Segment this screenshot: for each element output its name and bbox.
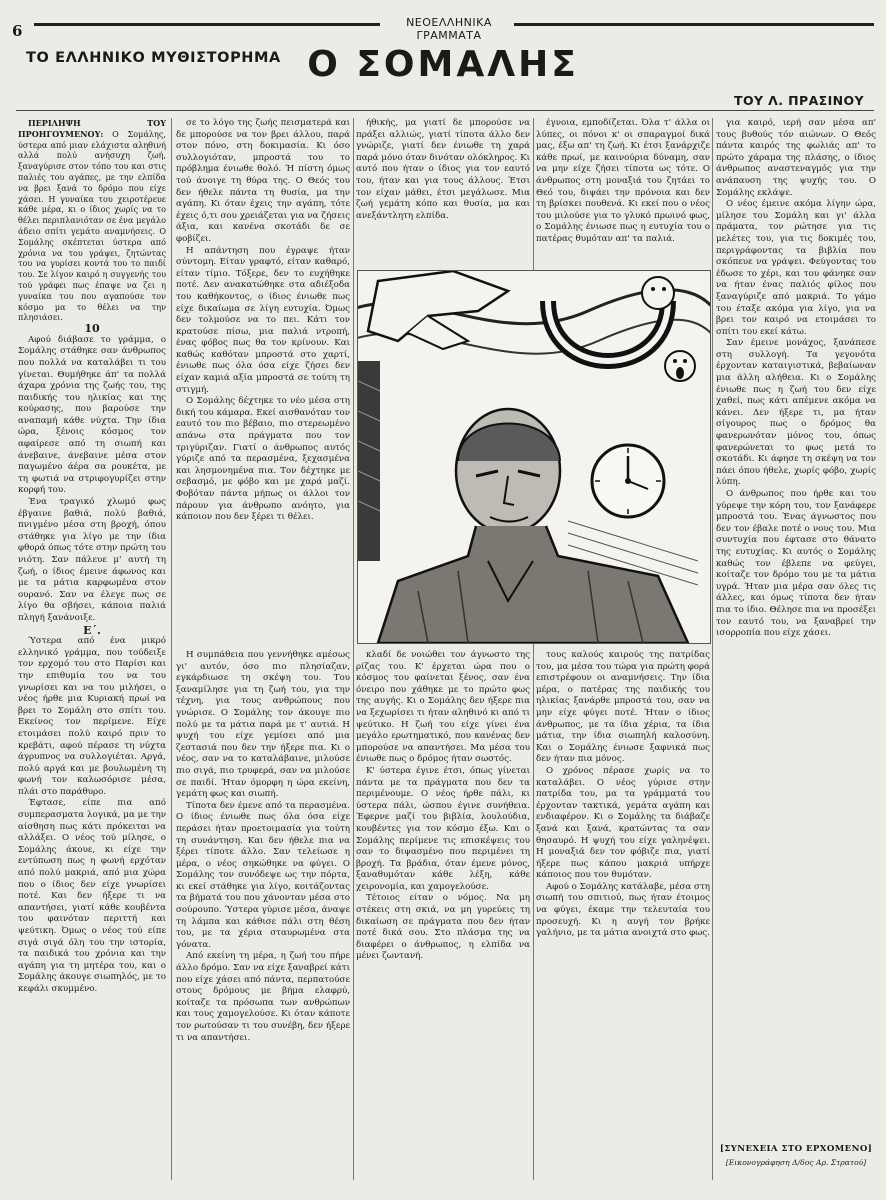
column-5: [716, 118, 876, 1140]
paragraph: Κ' ύστερα έγινε έτσι, όπως γίνεται πάντα με τα πράγματα που δεν τα περιμένουμε. Ο νέος ήρθε πάλι, κι ύστερα πάλι, ώσπου έγινε συνήθεια. Έφερνε μαζί του βιβλία, λουλούδια, κουβέντες για τον κόσμο έξω. Και ο Σομάλης περίμενε τις επισκέψεις του σαν το διψασμένο που περιμένει τη βροχή. Τα βράδια, όταν έμενε μόνος, ξαναθυμόταν κάθε λέξη, κάθε χειρονομία, και χαμογελούσε.: [356, 765, 530, 892]
magazine-title: ΝΕΟΕΛΛΗΝΙΚΑ ΓΡΑΜΜΑΤΑ: [406, 16, 492, 42]
paragraph: Ένα τραγικό χλωμό φως έβγαινε βαθιά, πολύ βαθιά, πνιγμένο μέσα στη βροχή, όπου στάθηκε για λίγο με την ίδια φθορά όπως τότε στην πρώτη του νιότη. Σαν πάλευε μ' αυτή τη ζωή, ο ίδιος έμεινε άφωνος και με τα μάτια καρφωμένα στον ουρανό. Σαν να έλεγε πως σε λίγο θα σβήσει, κάποια παλιά πληγή ξανάνοιξε.: [18, 497, 166, 623]
header-rule-left: [34, 23, 380, 26]
paragraph: Αφού ο Σομάλης κατάλαβε, μέσα στη σιωπή του σπιτιού, πως ήταν έτοιμος να φύγει, έκαμε την τελευταία του προσευχή. Κι η αυγή τον βρήκε γαλήνιο, με τα μάτια ανοιχτά στο φως.: [536, 881, 710, 939]
paragraph: σε το λόγο της ζωής πεισματερά και δε μπορούσε να τον βρει άλλου, παρά στον πόνο, στη δοκιμασία. Κι όσο συλλογιόταν, μπροστά του το πρόβλημα ένιωθε θολό. Ή πίστη όμως τού άνοιγε τη θύρα της. Ο Θεός του δεν ήθελε πάντα τη θυσία, μα την αγάπη. Κι όταν έχεις την αγάπη, τότε έχεις ό,τι σου χρειάζεται για να ζήσεις άξια, και κανένα σκοτάδι δε σε φοβίζει.: [176, 118, 350, 244]
column-1: [18, 118, 166, 1178]
column-2-bottom: [176, 650, 350, 1178]
column-3-bottom: [356, 650, 530, 1178]
column-rule: [712, 118, 713, 1180]
column-3-top: [356, 118, 530, 268]
paragraph: Ο χρόνος πέρασε χωρίς να το καταλάβει. Ο νέος γύρισε στην πατρίδα του, μα τα γράμματά του έρχονταν τακτικά, γεμάτα αγάπη και ενδιαφέρον. Κι ο Σομάλης τα διάβαζε ξανά και ξανά, κρατώντας τα σαν θησαυρό. Η ψυχή του είχε γαληνέψει. Η μοναξιά δεν τον φόβιζε πια, γιατί ήξερε πως κάπου μακριά υπήρχε κάποιος που τον θυμόταν.: [536, 765, 710, 881]
column-4-top: [536, 118, 710, 268]
story-title: Ο ΣΟΜΑΛΗΣ: [307, 44, 579, 85]
paragraph: Αφού διάβασε το γράμμα, ο Σομάλης στάθηκε σαν άνθρωπος που πολλά να καταλάβει τι του γίνεται. Θυμήθηκε άπ' τα πολλά άχαρα χρόνια της ζωής του, της παιδικής του ηλικίας και της κούρασης, που βαρούσε την αναπαμή κάθε νύχτα. Την ίδια ώρα, ξένοις κόσμος τον αφαίρεσε από τη σιωπή και άνεβαινε, άνεβαινε μέσα στον παγωμένο άέρα σα ρουκέτα, με τη φωτιά να στριφογυρίζει στην κορφή του.: [18, 334, 166, 496]
paragraph: Ο άνθρωπος που ήρθε και του γύρεψε την κόρη του, τον ξανάφερε μπροστά του. Ένας άγνωστος που δεν τον έβαλε ποτέ ο νους του. Μια συντυχία που έφτασε στο θάνατο της ευτυχίας. Κι αυτός ο Σομάλης καθώς τον έβλεπε να φεύγει, κοίταζε τον δρόμο του με τα μάτια υγρά. Ήταν μια μέρα σαν όλες τις άλλες, και όμως τίποτα δεν ήταν πια το ίδιο. Θέλησε πια να προσέξει τον εαυτό του, να ξαναβρεί την ισορροπία που είχε χάσει.: [716, 489, 876, 639]
author-byline: ΤΟΥ Λ. ΠΡΑΣΙΝΟΥ: [734, 93, 864, 108]
paragraph: Έφτασε, είπε πια από συμπερασματα λογικά, μα με την αίσθηση πως κάτι πρόκειται να αλλάξει. Ο νέος τού μίλησε, ο Σομάλης άκουε, κι είχε την εντύπωση πως η φωνή ερχόταν από πολύ μακριά, από μια χώρα που ο ίδιος δεν είχε γνωρίσει ποτέ. Και δεν ήξερε τι να απαντήσει, γιατί κάθε κουβέντα του φαινόταν περιττή και ψεύτικη. Όμως ο νέος τού είπε σιγά σιγά όλη του την ιστορία, τα παιδικά του χρόνια και την αγάπη για τη μητέρα του, και ο Σομάλης άκουγε σιωπηλός, με το κεφάλι σκυμμένο.: [18, 798, 166, 994]
story-illustration: [357, 270, 711, 644]
paragraph: Τίποτα δεν έμενε από τα περασμένα. Ο ίδιος ένιωθε πως όλα όσα είχε περάσει ήταν προετοιμασία για τούτη τη συνάντηση. Και δεν ήθελε πια να ξέρει τίποτε άλλο. Σαν τελείωσε η μέρα, ο νέος σηκώθηκε να φύγει. Ο Σομάλης τον συνόδεψε ως την πόρτα, κι εκεί στάθηκε για λίγο, κοιτάζοντας τα βήματά του που χάνονταν μέσα στο σούρουπο. Ύστερα γύρισε μέσα, άναψε τη λάμπα και κάθισε πάλι στη θέση του, με τα χέρια σταυρωμένα στα γόνατα.: [176, 800, 350, 950]
recap-paragraph: [18, 118, 166, 323]
paragraph: Η συμπάθεια που γεννήθηκε αμέσως γι' αυτόν, όσο πιο πλησίαζαν, εγκάρδιωσε τη σκέψη του. Του ξαναμίλησε για τη ζωή του, για την τέχνη, για τους ανθρώπους που γνώρισε. Ο Σομάλης τον άκουγε πιο πολύ με τα μάτια παρά με τ' αυτιά. Η ψυχή του είχε γεμίσει από μια ζεστασιά που δεν την ήξερε πια. Κι ο νέος, σαν να το καταλάβαινε, μιλούσε πιο σιγά, πιο τρυφερά, σαν να μιλούσε σε παιδί. Ήταν όμορφη η ώρα εκείνη, γεμάτη φως και σιωπή.: [176, 650, 350, 800]
recap-label: ΠΕΡΙΛΗΨΗ ΤΟΥ ΠΡΟΗΓΟΥΜΕΝΟΥ:: [18, 118, 166, 139]
column-rule: [171, 118, 172, 1180]
paragraph: Η απάντηση που έγραψε ήταν σύντομη. Είταν γραφτό, είταν καθαρό, είταν τίμιο. Τόξερε, δεν το ευχήθηκε ποτέ. Δεν ανακατώθηκε στα αδιέξοδα του καθήκοντος, ο ίδιος ένιωθε πως είχε δικαίωμα σε λίγη ευτυχία. Όμως δεν τολμούσε να το πει. Κάτι τον κρατούσε πίσω, μια παλιά ντροπή, ένας φόβος πως θα τον κρίνουν. Και καθώς καθόταν μπροστά στο χαρτί, ένιωθε πως όλα όσα είχε ζήσει δεν είχαν καμιά αξία μπροστά σε τούτη τη στιγμή.: [176, 245, 350, 395]
paragraph: Ο Σομάλης δέχτηκε το νέο μέσα στη δική του κάμαρα. Εκεί αισθανόταν τον εαυτό του πιο βέβαιο, πιο στερεωμένο απάνω στα πράγματα που τον τριγύριζαν. Γιατί ο άνθρωπος αυτός γύριζε από τα περασμένα, ξεχασμένα και λησμονημένα πια. Τον δέχτηκε με σεβασμό, με φόβο και με χαρά μαζί. Φοβόταν πάντα μήπως οι άλλοι τον πάρουν για άνθρωπο ανόητο, για κάποιον που δεν ξέρει τι θέλει.: [176, 396, 350, 523]
paragraph: Ύστερα από ένα μικρό ελληνικό γράμμα, που τούδειξε τον ερχομό του στο Παρίσι και την επιθυμία του να του γνωρίσει και να του μιλήσει, ο νέος ήρθε μια Κυριακή πρωί να βρει το Σομάλη στο σπίτι του. Εκείνος τον περίμενε. Είχε ετοιμάσει πολύ καιρό πριν το κρεβάτι, αφού πέρασε τη νύχτα άγρυπνος να συλλογιέται. Αργά, πολύ αργά και με βουλωμένη τη φωνή τον καλωσόρισε μέσα, πλάι στο παράθυρο.: [18, 636, 166, 797]
illustration-drawing: [358, 271, 710, 643]
paragraph: Ο νέος έμεινε ακόμα λίγην ώρα, μίλησε του Σομάλη και γι' άλλα πράματα, τον ρώτησε για τις μελέτες του, για τις δοκιμές του, περιγράφοντας τα βιβλία που σκόπευε να γράψει. Φεύγοντας του έδωσε το χέρι, και του φάνηκε σαν να ήταν ένας παλιός φίλος που ξαναγύριζε από μακριά. Το γάμο του έταξε ακόμα για λίγο, για να βρει τον καιρό να ετοιμάσει το σπίτι του εκεί κάτω.: [716, 199, 876, 337]
paragraph: έγνοια, εμποδίζεται. Όλα τ' άλλα οι λύπες, οι πόνοι κ' οι σπαραγμοί δικά μας, έξω απ' τη ζωή. Κι έτσι ξανάρχιζε κάθε πρωί, με καινούρια δύναμη, σαν να μην είχε ζήσει τίποτα ως τότε. Ο άνθρωπος στη μοναξιά του ζητάει το Θεό του, διψάει την πρόνοια και δεν τη βρίσκει πουθενά. Κι εκεί που ο νέος του μιλούσε για το γλυκό πρωινό φως, ο Σομάλης ένιωσε πως η ευτυχία του ο πατέρας θυμόταν απ' τα παλιά.: [536, 118, 710, 244]
recap-text: Ο Σομάλης, ύστερα από μιαν ελάχιστα αληθινή αλλά πολύ ανήσυχη ζωή, ξαναγύρισε στον τόπο του και στις παλιές του αγάπες, με την ελπίδα να βρει ξανά το δρόμο που είχε χάσει. Η γυναίκα του χειροτέρευε κάθε μέρα, κι ο ίδιος χωρίς να το θέλει περιπλανιόταν σε ένα μεγάλο άδειο σπίτι γεμάτο αναμνήσεις. Ο Σομάλης σκέπτεται ύστερα από χρόνια να του γράψει, ζητώντας του να γυρίσει κοντά του το παιδί του. Σε λίγον καιρό η συγγενής του τού γράφει πως έπαψε να ζει η γυναίκα του που αγαπούσε τον κόσμο μα το θέλει να την πλησιάσει.: [18, 128, 166, 323]
paragraph: Από εκείνη τη μέρα, η ζωή του πήρε άλλο δρόμο. Σαν να είχε ξαναβρεί κάτι που είχε χάσει από πάντα, περπατούσε στους δρόμους με βήμα ελαφρύ, κοίταζε τα πρόσωπα των ανθρώπων και τους χαμογελούσε. Κι όταν κάποτε τον ρωτούσαν τι του συνέβη, δεν ήξερε τι να απαντήσει.: [176, 951, 350, 1043]
column-2-top: [176, 118, 350, 628]
paragraph: τους καλούς καιρούς της πατρίδας του, μα μέσα του τώρα για πρώτη φορά επιστρέφουν οι αναμνήσεις. Την ίδια μέρα, ο πατέρας της παιδικής του ηλικίας ξανάρθε μπροστά του, σαν να μην είχε φύγει ποτέ. Ήταν ο ίδιος άνθρωπος, με τα ίδια χέρια, τα ίδια μάτια, την ίδια σιωπηλή καλοσύνη. Και ο Σομάλης ένιωσε ξαφνικά πως δεν ήταν πια μόνος.: [536, 650, 710, 765]
chapter-number: 10: [84, 322, 100, 336]
page-number: 6: [12, 22, 23, 40]
paragraph: Τέτοιος είταν ο νόμος. Να μη στέκεις στη σκιά, να μη γυρεύεις τη δικαίωση σε πράγματα που δεν ήταν ποτέ δικά σου. Στο πλάσμα της να διαφέρει ο άνθρωπος, η ελπίδα να μένει ζωντανή.: [356, 893, 530, 962]
section-mark: Ε΄.: [83, 623, 101, 637]
column-4-bottom: [536, 650, 710, 1178]
paragraph: κλαδί δε νοιώθει τον άγνωστο της ρίζας του. Κ' έρχεται ώρα που ο κόσμος του φαίνεται ξένος, σαν ένα όνειρο που χάθηκε με το πρώτο φως της αυγής. Κι ο Σομάλης δεν ήξερε πια να ξεχωρίσει τι ήταν αληθινό κι από τι ψεύτικο. Η ζωή του είχε γίνει ένα μεγάλο ερωτηματικό, που κανένας δεν μπορούσε να απαντήσει. Μα μέσα του ένιωθε πως ο δρόμος ήταν σωστός.: [356, 650, 530, 765]
paragraph: για καιρό, ιερή σαν μέσα απ' τους βυθούς τόν αιώνων. Ο Θεός πάντα καιρός της φωλιάς απ' το πρώτο χάραμα της πλάσης, ο ίδιος άνθρωπος αναστεναγμός για την ανάπαυση της ψυχής του. Ο Σομάλης εκλάψε.: [716, 118, 876, 198]
illustration-credit: [Εικονογράφηση Δ/δος Αρ. Στρατού]: [725, 1158, 867, 1167]
paragraph: Σαν έμεινε μονάχος, ξανάπεσε στη συλλογή. Τα γεγονότα έρχονταν καταιγιστικά, βεβαίωναν μια άλλη αλήθεια. Κι ο Σομάλης ένιωθε πως η ζωή του δεν είχε χαθεί, πως κάτι απέμενε ακόμα να κάνει. Δεν ήξερε τι, μα ήταν σίγουρος πως ο δρόμος θα φανερωνόταν μόνος του, όπως φανερώνεται το φως μετά το σκοτάδι. Κι άφησε τη σκέψη να τον πάει όπου ήθελε, χωρίς φόβο, χωρίς λύπη.: [716, 338, 876, 488]
continued-notice: [ΣΥΝΕΧΕΙΑ ΣΤΟ ΕΡΧΟΜΕΝΟ]: [719, 1144, 873, 1154]
column-rule: [353, 118, 354, 1180]
paragraph: ήθικής, μα γιατί δε μπορούσε να πράξει αλλιώς, γιατί τίποτα άλλο δεν γνώριζε, γιατί δεν ένιωθε τη χαρά παρά μόνο όταν δινόταν ολόκληρος. Κι αυτό που ήταν ο ίδιος για τον εαυτό του, ήταν και για τους άλλους. Έτσι τον είχαν μάθει, έτσι μεγάλωσε. Μια ζωή γεμάτη κόπο και θυσία, μα και ανεξάντλητη ελπίδα.: [356, 118, 530, 221]
title-rule: [16, 110, 874, 111]
series-label: ΤΟ ΕΛΛΗΝΙΚΟ ΜΥΘΙΣΤΟΡΗΜΑ: [26, 50, 281, 66]
header-rule-right: [514, 23, 874, 26]
